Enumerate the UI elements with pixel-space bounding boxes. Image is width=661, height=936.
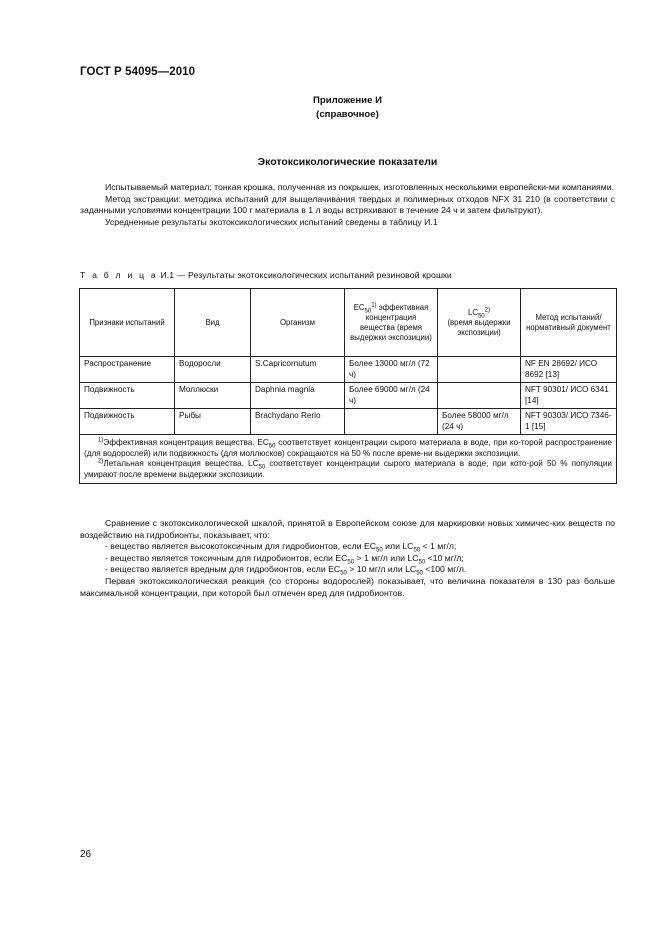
cell-method: NF EN 28692/ ИСО 8692 [13] (521, 357, 617, 383)
intro-paragraph: Метод экстракции: методика испытаний для выщелачивания твердых и полимерных отходов NFX 31 210 (в соответствии с заданными условиями концентрации 100 г материала в 1 л воды встряхивают в течение 24 ч и затем фильтруют). (80, 193, 615, 216)
cell-lc50: Более 58000 мг/л (24 ч) (438, 409, 521, 435)
table-header-row (80, 289, 617, 357)
intro-paragraph: Испытываемый материал: тонкая крошка, полученная из покрышек, изготовленных несколькими европейски-ми компаниями. (105, 182, 614, 192)
intro-block (80, 182, 615, 229)
header-feature: Признаки испытаний (80, 289, 175, 357)
intro-paragraph: Усредненные результаты экотоксикологических испытаний сведены в таблицу И.1 (105, 217, 438, 228)
table-footnotes (80, 435, 617, 484)
table-row (80, 357, 617, 383)
conclusion-block (80, 518, 615, 599)
cell-kind: Рыбы (175, 409, 251, 435)
criteria-item: - вещество является токсичным для гидробионтов, если $EC_{50} > 1$ мг/л или $LC_{50} <10$ мг/л; (105, 552, 464, 566)
appendix-title: Приложение И (313, 95, 382, 106)
header-kind: Вид (175, 289, 251, 357)
table-caption-prefix: Т а б л и ц а (80, 270, 158, 280)
header-ec50: $EC_{50}^{1)}$ эффективная концентрация вещества (время выдержки экспозиции) (345, 289, 438, 357)
cell-organism: Brachydano Rerio (251, 409, 345, 435)
appendix-subtitle: (справочное) (316, 109, 379, 120)
header-method: Метод испытаний/ нормативный документ (521, 289, 617, 357)
cell-ec50: Более 13000 мг/л (72 ч) (345, 357, 438, 383)
footnote-2: $^{2)}$Летальная концентрация вещества. $LC_{50}$ соответствует концентрации сырого материала в воде, при кото-рой 50 % популяции умирают после времени выдержки экспозиции. (84, 458, 613, 479)
table-row (80, 409, 617, 435)
table-caption (80, 270, 452, 280)
cell-organism: Daphnia magnia (251, 383, 345, 409)
doc-header: ГОСТ Р 54095—2010 (80, 66, 196, 78)
table-footnote-row (80, 435, 617, 484)
appendix-heading (80, 94, 615, 122)
criteria-item: - вещество является вредным для гидробионтов, если $EC_{50} > 10$ мг/л или $LC_{50} <100$ мг/л. (105, 564, 467, 578)
eco-table (79, 288, 617, 484)
header-lc50: $LC_{50}^{2)}$ (время выдержки экспозиции) (438, 289, 521, 357)
cell-feature: Подвижность (80, 409, 175, 435)
cell-method: NFT 90303/ ИСО 7346-1 [15] (521, 409, 617, 435)
header-organism: Организм (251, 289, 345, 357)
cell-feature: Подвижность (80, 383, 175, 409)
table-caption-text: И.1 — Результаты экотоксикологических испытаний резиновой крошки (160, 270, 452, 280)
cell-ec50: Более 69000 мг/л (24 ч) (345, 383, 438, 409)
footnote-1: $^{1)}$Эффективная концентрация вещества. $EC_{50}$ соответствует концентрации сырого материала в воде, при ко-торой распространение (для водорослей) или подвижность (для моллюсков) сокращаются на 50 % после време-ни выдержки экспозиции. (84, 437, 612, 458)
criteria-item: - вещество является высокотоксичным для гидробионтов, если $EC_{50}$ или $LC_{50} < 1$ мг/л; (105, 541, 457, 554)
page-number: 26 (80, 849, 92, 860)
table-row (80, 383, 617, 409)
section-title: Экотоксикологические показатели (257, 156, 438, 168)
conclusion-paragraph: Первая экотоксикологическая реакция (со стороны водорослей) показывает, что величина показателя в 130 раз больше максимальной концентрации, при которой был отмечен вред для гидробионтов. (80, 575, 615, 598)
conclusion-paragraph: Сравнение с экотоксикологической шкалой, принятой в Европейском союзе для маркировки новых химичес-ких веществ по воздействию на гидробионты, показывает, что: (80, 518, 615, 540)
cell-feature: Распространение (80, 357, 175, 383)
cell-organism: S.Capricornutum (251, 357, 345, 383)
cell-method: NFT 90301/ ИСО 6341 [14] (521, 383, 617, 409)
cell-kind: Моллюски (175, 383, 251, 409)
cell-ec50 (345, 409, 438, 435)
cell-lc50 (438, 357, 521, 383)
cell-lc50 (438, 383, 521, 409)
cell-kind: Водоросли (175, 357, 251, 383)
